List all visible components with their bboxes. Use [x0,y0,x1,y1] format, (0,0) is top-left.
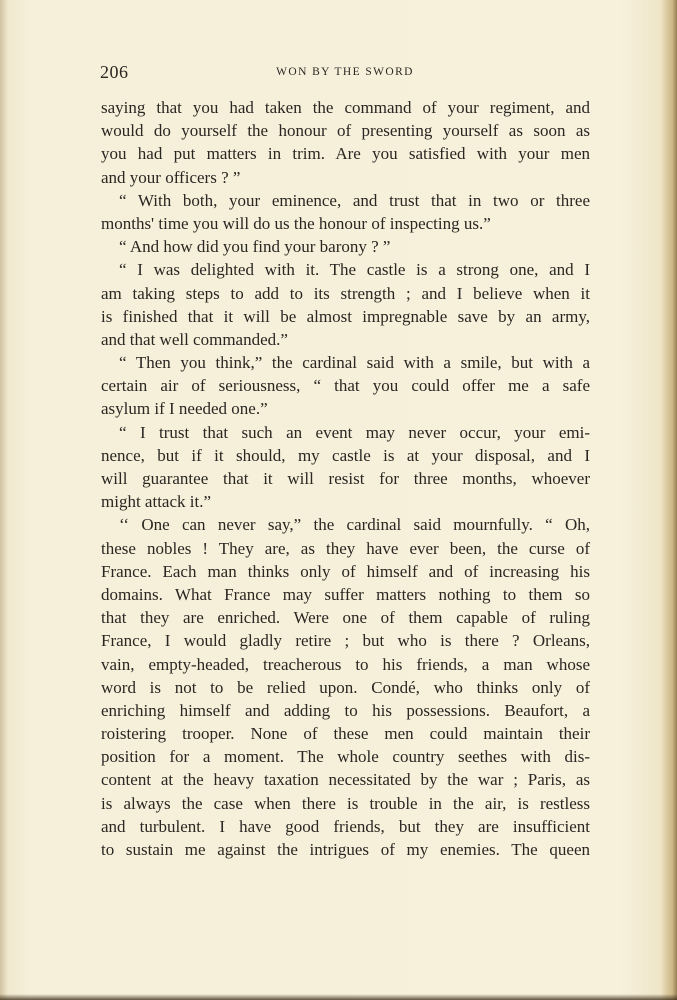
text-line: roistering trooper. None of these men could maintain their [101,724,590,744]
page-left-edge-shading [0,0,8,1000]
text-line: and turbulent. I have good friends, but they are insufficient [101,816,590,836]
text-line: that they are enriched. Were one of them capable of ruling [101,608,590,628]
text-line: and that well commanded.” [101,329,288,349]
text-line: “ And how did you find your barony ? ” [119,237,391,257]
text-line: am taking steps to add to its strength ; and I believe when it [101,283,590,303]
text-line: “ I was delighted with it. The castle is a strong one, and I [119,260,590,280]
text-line: “ Then you think,” the cardinal said with a smile, but with a [119,353,590,373]
text-line: is always the case when there is trouble in the air, is restless [101,793,590,813]
text-line: France. Each man thinks only of himself and of increasing his [101,561,590,581]
text-line: saying that you had taken the command of your regiment, and [101,98,590,117]
text-line: will guarantee that it will resist for three months, whoever [101,469,590,488]
text-line: “ I trust that such an event may never occur, your emi- [119,422,590,442]
text-line: to sustain me against the intrigues of my enemies. The queen [101,840,590,859]
text-line: these nobles ! They are, as they have ever been, the curse of [101,538,590,558]
text-line: and your officers ? ” [101,167,241,187]
text-line: you had put matters in trim. Are you satisfied with your men [101,144,590,164]
text-line: “ With both, your eminence, and trust that in two or three [119,190,590,210]
text-line: position for a moment. The whole country seethes with dis- [101,747,590,767]
text-line: domains. What France may suffer matters nothing to them so [101,584,590,604]
text-line: content at the heavy taxation necessitated by the war ; Paris, as [101,770,590,790]
page-spine-shading [661,0,677,1000]
page-bottom-edge [0,994,677,1000]
text-line: asylum if I needed one.” [101,399,268,419]
page-header [100,62,590,88]
text-line: ‘‘ One can never say,” the cardinal said mournfully. “ Oh, [119,515,590,535]
text-line: word is not to be relied upon. Condé, who thinks only of [101,677,590,697]
text-line: would do yourself the honour of presenting yourself as soon as [101,121,590,141]
text-line: months' time you will do us the honour of inspecting us.” [101,213,491,233]
running-title: WON BY THE SWORD [276,66,414,78]
text-line: certain air of seriousness, “ that you could offer me a safe [101,376,590,396]
text-line: enriching himself and adding to his possessions. Beaufort, a [101,700,590,720]
body-text [101,96,590,861]
text-line: might attack it.” [101,492,211,512]
text-line: France, I would gladly retire ; but who is there ? Orleans, [101,631,590,651]
text-line: vain, empty-headed, treacherous to his friends, a man whose [101,654,590,674]
text-line: nence, but if it should, my castle is at your disposal, and I [101,445,590,465]
text-line: is finished that it will be almost impregnable save by an army, [101,306,590,326]
page-number: 206 [100,62,129,82]
